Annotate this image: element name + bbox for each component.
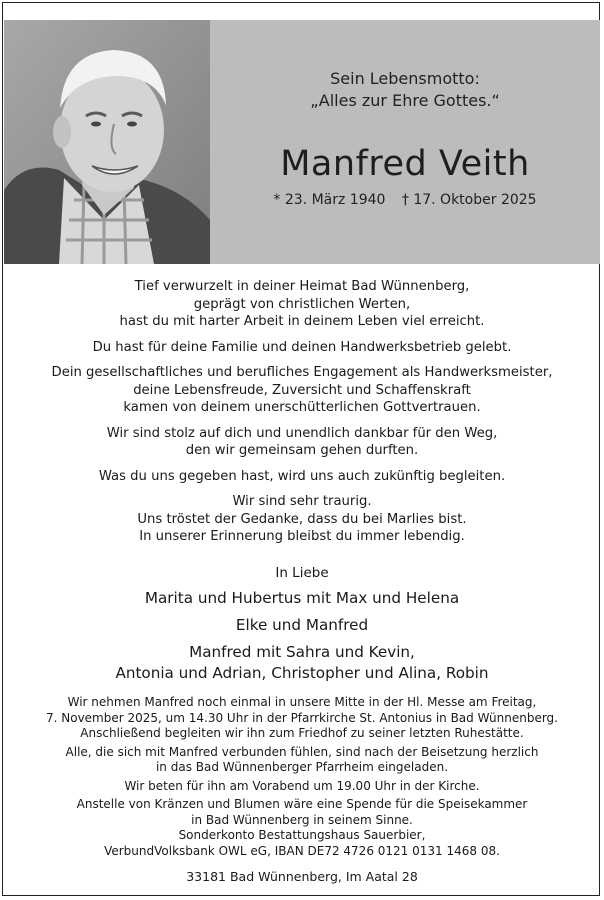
poem-line: Tief verwurzelt in deiner Heimat Bad Wünnenberg,: [134, 279, 470, 294]
details-paragraph: [10, 779, 594, 795]
mourner-line: Antonia und Adrian, Christopher und Alina, Robin: [115, 664, 489, 682]
mourner-group: [10, 588, 594, 609]
poem-line: hast du mit harter Arbeit in deinem Leben viel erreicht.: [119, 314, 485, 329]
details-line: Wir beten für ihn am Vorabend um 19.00 Uhr in der Kirche.: [124, 778, 480, 793]
death-date: † 17. Oktober 2025: [401, 192, 537, 208]
mourner-group: [10, 615, 594, 636]
poem-stanza: [10, 364, 594, 417]
poem-line: Uns tröstet der Gedanke, dass du bei Marlies bist.: [137, 511, 467, 527]
poem-line: Wir sind sehr traurig.: [232, 494, 372, 509]
motto-label: Sein Lebensmotto:: [330, 69, 480, 88]
mourner-line: Elke und Manfred: [235, 616, 369, 634]
header-band: [4, 20, 600, 264]
details-paragraph: [10, 797, 594, 859]
poem-line: den wir gemeinsam gehen durften.: [185, 443, 419, 458]
birth-date: * 23. März 1940: [273, 192, 386, 208]
details-line: Wir nehmen Manfred noch einmal in unsere Mitte in der Hl. Messe am Freitag,: [67, 695, 537, 709]
life-motto: [210, 68, 600, 112]
mourner-line: Manfred mit Sahra und Kevin,: [189, 643, 415, 661]
service-details: [10, 695, 594, 862]
poem-line: In unserer Erinnerung bleibst du immer lebendig.: [139, 529, 465, 544]
portrait-photo: [4, 20, 210, 264]
details-line: Sonderkonto Bestattungshaus Sauerbier,: [178, 828, 426, 842]
mourner-line: Marita und Hubertus mit Max und Helena: [144, 589, 460, 607]
family-address: 33181 Bad Wünnenberg, Im Aatal 28: [186, 869, 418, 884]
poem-line: Dein gesellschaftliches und berufliches Engagement als Handwerksmeister,: [51, 365, 553, 380]
details-line: Alle, die sich mit Manfred verbunden fühlen, sind nach der Beisetzung herzlich: [65, 744, 539, 759]
life-dates: [210, 190, 600, 210]
deceased-name: Manfred Veith: [280, 144, 530, 184]
in-love-label: In Liebe: [275, 565, 329, 581]
motto-quote: „Alles zur Ehre Gottes.“: [310, 91, 500, 110]
poem-stanza: [10, 339, 594, 357]
poem-stanza: [10, 493, 594, 546]
details-line: 7. November 2025, um 14.30 Uhr in der Pfarrkirche St. Antonius in Bad Wünnenberg.: [45, 710, 558, 725]
details-line: Anstelle von Kränzen und Blumen wäre eine Spende für die Speisekammer: [76, 797, 528, 811]
poem-line: geprägt von christlichen Werten,: [193, 296, 411, 312]
poem-line: Du hast für deine Familie und deinen Handwerksbetrieb gelebt.: [92, 339, 512, 355]
details-line: VerbundVolksbank OWL eG, IBAN DE72 4726 0121 0131 1468 08.: [104, 843, 500, 858]
details-paragraph: [10, 695, 594, 742]
details-line: in Bad Wünnenberg in seinem Sinne.: [191, 812, 413, 827]
details-paragraph: [10, 745, 594, 776]
mourners-list: [10, 588, 594, 690]
mourner-group: [10, 642, 594, 684]
poem-stanza: [10, 425, 594, 460]
poem-text: [10, 278, 594, 554]
poem-line: deine Lebensfreude, Zuversicht und Schaffenskraft: [133, 382, 471, 398]
poem-line: Wir sind stolz auf dich und unendlich dankbar für den Weg,: [106, 425, 498, 441]
poem-line: Was du uns gegeben hast, wird uns auch zukünftig begleiten.: [98, 468, 506, 484]
details-line: in das Bad Wünnenberger Pfarrheim eingeladen.: [155, 760, 449, 774]
poem-line: kamen von deinem unerschütterlichen Gottvertrauen.: [123, 400, 481, 415]
details-line: Anschließend begleiten wir ihn zum Friedhof zu seiner letzten Ruhestätte.: [80, 726, 524, 740]
poem-stanza: [10, 278, 594, 331]
poem-stanza: [10, 468, 594, 486]
